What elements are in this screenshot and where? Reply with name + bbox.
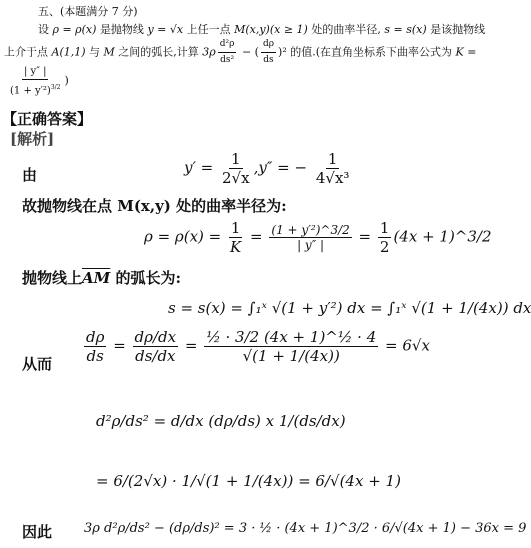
step7-label: 因此	[22, 523, 53, 541]
q1-text-e: 是该抛物线	[430, 23, 486, 36]
curvature-formula: $\frac{| y'' |}{(1 + y'^2)^{3/2}}$	[10, 66, 61, 97]
q1-text-c: 上任一点	[186, 23, 231, 36]
q2-text-d: 之间的弧长,计算	[118, 45, 199, 59]
curvature-num: | y″ |	[22, 64, 48, 80]
q2-k: K =	[455, 45, 477, 59]
step3-text: 抛物线上$\overline{AM}$ 的弧长为:	[22, 269, 182, 287]
q1-text-a: 设	[38, 23, 49, 36]
question-line-3	[6, 64, 69, 98]
q1-text-b: 是抛物线	[99, 23, 144, 36]
step5-formula: d²ρ/ds² = d/dx (dρ/ds) x 1/(ds/dx)	[96, 412, 346, 430]
q2-m: M	[103, 45, 115, 59]
step1-formula: y′ = $\frac{1}{2√x}$ ,y″ = − $\frac{1}{\text{4√x³}}$	[184, 150, 350, 187]
q2-expr-frac: $\frac{\text{d²ρ}}{\text{ds²}}$	[219, 39, 235, 65]
question-line-2: 上介于点 A(1,1) 与 M 之间的弧长,计算 3ρ $\frac{\text{d²ρ}}{\text{ds²}}$ − ( $\frac{d\rho}{ds}$ )² 的值.(在直角坐标系下曲率公式为 K =	[4, 37, 476, 68]
arc-am: $\overline{AM}$	[82, 269, 111, 287]
step1-label: 由	[22, 166, 38, 184]
question-header: 五、(本题满分 7 分)	[38, 5, 138, 18]
q1-curve: y = √x	[147, 23, 184, 36]
step7-formula: 3ρ d²ρ/ds² − (dρ/ds)² = 3 · ½ · (4x + 1)^3/2 · 6/√(4x + 1) − 36x = 9	[84, 521, 527, 536]
step4-formula: $\frac{d\rho}{ds}$ = $\frac{d\rho/dx}{ds/dx}$ = $\frac{\text{½ · 3/2 (4x + 1)\textasciicircum{}½ · 4}}{√(1 + 1/(4x))}$ = 6√x	[86, 328, 430, 365]
step2-formula: ρ = ρ(x) = $\frac{1}{K}$ = $\frac{\text{(1 + y′²)\textasciicircum{}3/2}}{| y'' |}$ = $\frac{1}{2}$ (4x + 1)^3/2	[144, 219, 492, 256]
q2-point: A(1,1)	[51, 45, 86, 59]
q2-text-e: 的值.(在直角坐标系下曲率公式为	[290, 45, 453, 59]
q2-expr-paren-frac: $\frac{d\rho}{ds}$	[262, 39, 275, 65]
step4-label: 从而	[22, 355, 53, 373]
q1-rho: ρ = ρ(x)	[52, 23, 97, 36]
answer-heading: 【正确答案】	[2, 110, 93, 128]
q2-expr-square: ²	[282, 45, 287, 59]
curvature-den: (1 + y′²)	[10, 85, 51, 97]
q2-text-a: 上介于点	[4, 45, 48, 59]
q2-text-b: 与	[89, 45, 101, 59]
q1-text-d: 处的曲率半径,	[311, 23, 381, 36]
analysis-label: [解析]	[10, 130, 55, 148]
step3-formula: s = s(x) = ∫₁ˣ √(1 + y′²) dx = ∫₁ˣ √(1 + 1/(4x)) dx	[168, 299, 531, 317]
q2-expr-a: 3ρ	[202, 45, 216, 59]
q1-arc: s = s(x)	[384, 23, 427, 36]
curvature-close: )	[64, 74, 69, 88]
q2-expr-minus: −	[241, 45, 252, 59]
q1-point: M(x,y)(x ≥ 1)	[234, 23, 308, 36]
step2-text: 故抛物线在点 M(x,y) 处的曲率半径为:	[22, 197, 287, 215]
question-line-1	[38, 22, 485, 37]
step6-formula: = 6/(2√x) · 1/√(1 + 1/(4x)) = 6/√(4x + 1)	[96, 472, 401, 490]
